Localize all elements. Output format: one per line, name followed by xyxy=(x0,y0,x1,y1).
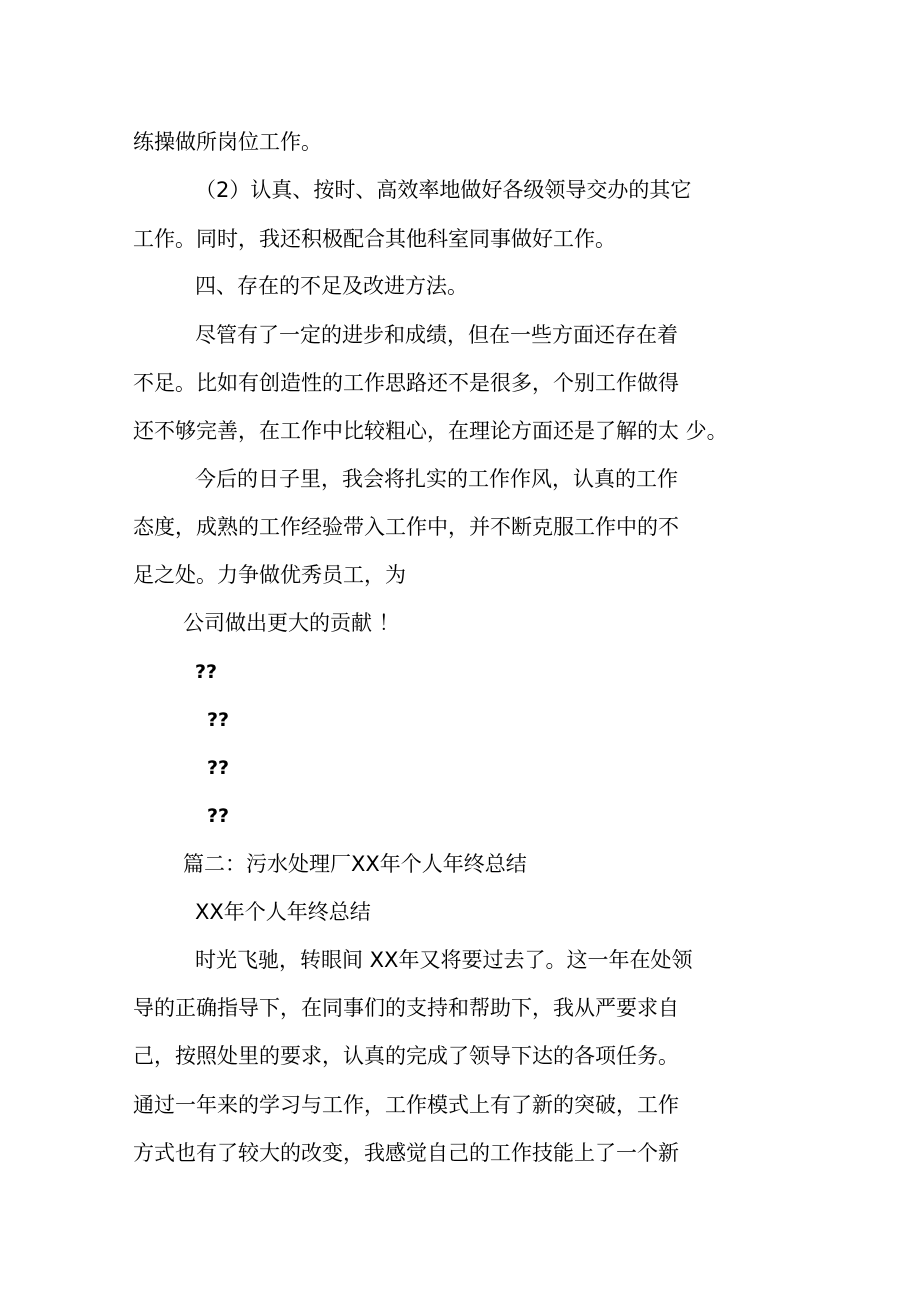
placeholder-marks: ?? xyxy=(207,805,230,827)
section-heading: 四、存在的不足及改进方法。 xyxy=(195,274,468,298)
chapter-title: 篇二：污水处理厂XX年个人年终总结 xyxy=(183,852,527,876)
text-line: 时光飞驰，转眼间 XX年又将要过去了。这一年在处领 xyxy=(195,948,693,972)
text-line: 方式也有了较大的改变，我感觉自己的工作技能上了一个新 xyxy=(133,1141,679,1165)
placeholder-marks: ?? xyxy=(195,661,218,683)
text-line: 今后的日子里，我会将扎实的工作作风，认真的工作 xyxy=(195,467,678,491)
text-line: （2）认真、按时、高效率地做好各级领导交办的其它 xyxy=(195,178,692,202)
text-line: 导的正确指导下，在同事们的支持和帮助下，我从严要求自 xyxy=(133,996,679,1020)
text-line: 公司做出更大的贡献 ！ xyxy=(183,611,400,635)
text-line: 尽管有了一定的进步和成绩，但在一些方面还存在着 xyxy=(195,323,678,347)
text-line: 足之处。力争做优秀员工，为 xyxy=(133,563,406,587)
text-line: 通过一年来的学习与工作，工作模式上有了新的突破，工作 xyxy=(133,1093,679,1117)
placeholder-marks: ?? xyxy=(207,709,230,731)
text-line: 不足。比如有创造性的工作思路还不是很多，个别工作做得 xyxy=(133,371,679,395)
text-line: 己，按照处里的要求，认真的完成了领导下达的各项任务。 xyxy=(133,1044,679,1068)
text-line: 工作。同时，我还积极配合其他科室同事做好工作。 xyxy=(133,227,616,251)
text-line: 练操做所岗位工作。 xyxy=(133,130,322,154)
article-title: XX年个人年终总结 xyxy=(195,900,371,924)
text-line: 还不够完善，在工作中比较粗心，在理论方面还是了解的太 少。 xyxy=(133,419,728,443)
placeholder-marks: ?? xyxy=(207,757,230,779)
text-line: 态度，成熟的工作经验带入工作中，并不断克服工作中的不 xyxy=(133,515,679,539)
